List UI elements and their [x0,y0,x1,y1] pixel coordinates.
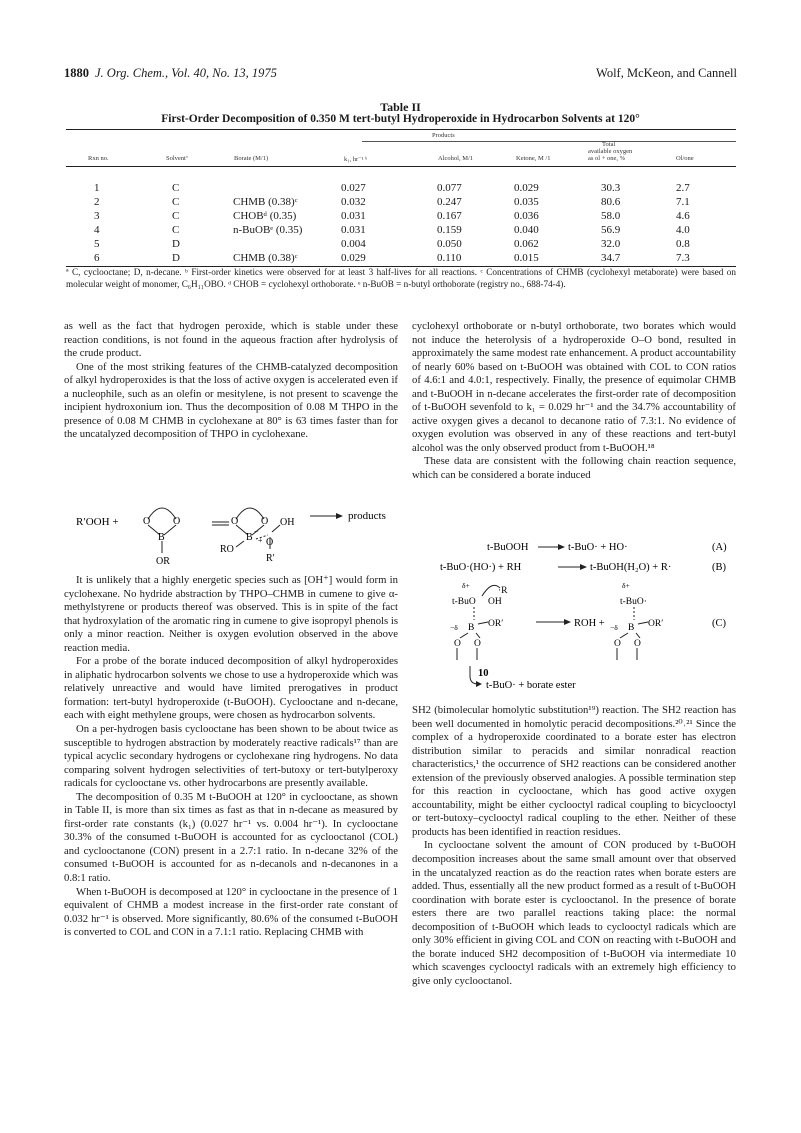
left-col-bottom [64,574,398,940]
atom-label: R′ [266,553,275,564]
paragraph: SH2 (bimolecular homolytic substitution¹⁹) reaction. The SH2 reaction has been well documented in homolytic peracid decompositions.²⁰˒²¹ Since the complex of a hydroperoxide coordinated to a borate ester has electron distribution similar to peracids and similar nonradical reaction characteristics,¹ the occurrence of SH2 reactions can be considered another extension of the previously observed analogies. A possible termination step for this reaction in cyclooctane, which has good active oxygen accountability, might be either cyclooctyl radical coupling to bicyclooctyl or tert-butoxy–cyclooctyl radical coupling to the ether. Neither of these products has been identified in reaction residues. [412,704,736,838]
cell-borate: CHMB (0.38)ᶜ [233,196,298,208]
paragraph: It is unlikely that a highly energetic species such as [OH⁺] would form in cyclohexane. No hydride abstraction by THPO–CHMB in cumene to give α-methylstyrene or products thereof was observed. This is in spite of the fact that hydroxylation of the aromatic ring in cumene to give isopropyl phenols is only a minor reaction. Neither is oxygen evolution observed in the above reaction media. [64,574,398,654]
atom-label: O [231,516,239,527]
eq-b-label: (B) [712,562,726,573]
paragraph: These data are consistent with the following chain reaction sequence, which can be considered a borate induced [412,455,736,482]
cell-ratio: 4.6 [676,210,690,222]
th-ratio: Ol/one [676,155,694,162]
cell-k1: 0.032 [341,196,366,208]
cell-ratio: 7.1 [676,196,690,208]
paragraph: For a probe of the borate induced decomposition of alkyl hydroperoxides in aliphatic hydrocarbon solvents we chose to use a hydroperoxide which was relatively unreactive and would have limited prerogatives in product formation: tert-butyl hydroperoxide (t-BuOOH). Cyclooctane and n-decane, each with eight methylene groups, were chosen as hydrocarbon solvents. [64,655,398,722]
cell-rxn: 5 [94,238,100,250]
eq-a-right: t-BuO· + HO· [568,542,628,553]
atom-label: ·R [498,586,508,596]
th-total-3: as ol + one, % [588,155,626,162]
bond [460,633,468,638]
header-authors: Wolf, McKeon, and Cannell [596,66,737,80]
eq-a-left: t-BuOOH [487,542,529,553]
cell-ketone: 0.062 [514,238,539,250]
partial-charge: −δ [450,623,458,632]
cell-ketone: 0.035 [514,196,539,208]
cell-alcohol: 0.077 [437,182,462,194]
paragraph: When t-BuOOH is decomposed at 120° in cyclooctane in the presence of 1 equivalent of CHMB a modest increase in the first-order rate constant of 0.032 hr⁻¹ is observed. More significantly, 80.6% of the consumed t-BuOOH is converted to COL and CON in a 7.1:1 ratio. Replacing CHMB with [64,885,398,939]
cell-solvent: D [172,252,180,264]
table-header-rule [66,166,736,167]
chain-reaction-scheme [412,538,736,720]
arrowhead [476,681,482,687]
borate-complex-scheme [64,497,398,567]
cell-total: 30.3 [601,182,621,194]
cell-alcohol: 0.110 [437,252,462,264]
arrowhead [558,544,565,550]
bond [272,525,280,532]
cell-ketone: 0.029 [514,182,539,194]
atom-label: B [628,623,635,633]
atom-label: O [173,516,181,527]
atom-label: O [474,639,481,649]
cell-rxn: 6 [94,252,100,264]
cell-rxn: 3 [94,210,100,222]
cell-k1: 0.027 [341,182,366,194]
table-title: First-Order Decomposition of 0.350 M tert-butyl Hydroperoxide in Hydrocarbon Solvents at 120° [161,113,640,125]
th-total-2: available oxygen [588,148,633,155]
th-solvent: Solventª [166,155,188,162]
bond [476,633,480,638]
bond [636,633,640,638]
table-group-header: Products [432,132,455,139]
cell-ketone: 0.036 [514,210,539,222]
paragraph: On a per-hydrogen basis cyclooctane has been shown to be about twice as susceptible to hydrogen abstraction by moderately reactive radicals¹⁷ than are typical acyclic secondary hydrogens or cyclohexane ring hydrogens. No data comparing solvent hydrogen selectivities of tert-butoxy or tert-butylperoxy radicals for cyclooctane vs. other hydrocarbons are presently available. [64,723,398,790]
cell-ratio: 4.0 [676,224,690,236]
cell-solvent: C [172,210,180,222]
curved-arrow [470,666,478,684]
paragraph: cyclohexyl orthoborate or n-butyl orthoborate, two borates which would not induce the heterolysis of a hydroperoxide O–O bond, resulted in approximately the same modest rate enhancement. A product accountability of nearly 60% based on t-BuOOH was obtained with COL to CON ratios of 4.6:1 and 4.0:1, respectively. Finally, the presence of equimolar CHMB and t-BuOOH in n-decane accelerates the first-order rate of decomposition of t-BuOOH sevenfold to k₁ = 0.029 hr⁻¹ and the 34.7% accountability of active oxygen gives a decanol to decanone ratio of 7.3:1. No evidence of oxygen evolution was observed in any of these reactions and tert-butyl alcohol was the only observed product from t-BuOOH.¹⁸ [412,320,736,454]
cell-alcohol: 0.050 [437,238,462,250]
cell-ratio: 2.7 [676,182,690,194]
cell-borate: CHMB (0.38)ᶜ [233,252,298,264]
atom-label: OR′ [648,619,664,629]
bond [620,633,628,638]
scheme-reactant: R′OOH + [76,516,119,528]
eq-a-label: (A) [712,542,727,553]
eq-c-middle: ROH + [574,618,605,629]
eq-10-product: t-BuO· + borate ester [486,680,576,691]
atom-label: O [143,516,151,527]
header-left [64,66,277,81]
ring-arc [148,508,176,519]
atom-label: OR′ [488,619,504,629]
th-rxn: Rxn no. [88,155,109,162]
eq-b-right: t-BuOH(H₂O) + R· [590,562,672,573]
th-k1: k₁, hr⁻¹ ᵇ [344,156,368,163]
charge-label: + [258,536,263,545]
table-label: Table II [380,100,421,114]
running-header [64,66,737,84]
cell-alcohol: 0.159 [437,224,462,236]
cell-total: 80.6 [601,196,621,208]
cell-k1: 0.031 [341,224,366,236]
cell-rxn: 1 [94,182,100,194]
th-borate: Borate (M/1) [234,155,269,162]
atom-label: B [158,532,165,543]
atom-label: O [634,639,641,649]
arrowhead [580,564,587,570]
atom-label: OR [156,556,170,567]
th-total-1: Total [602,141,616,148]
th-alcohol: Alcohol, M/1 [438,155,474,162]
eq-b-left: t-BuO·(HO·) + RH [440,562,522,573]
atom-label: OH [488,597,502,607]
paragraph: In cyclooctane solvent the amount of CON produced by t-BuOOH decomposition increases about the same small amount over that observed in the uncatalyzed reaction as do the reaction rates when borate esters are added. Thus, essentially all the new product formed as a result of t-BuOOH coordination with borate ester is cyclooctanol. In the presence of borate esters there are two parallel reactions taking place: the normal decomposition of t-BuOOH which leads to cyclooctyl radicals which are only 30% efficient in giving COL and CON on reacting with t-BuOOH and the borate induced SH2 decomposition of t-BuOOH via intermediate 10 which scavenges cyclooctyl radicals with an extremely high efficiency to give only cyclooctanol. [412,839,736,987]
th-ketone: Ketone, M /1 [516,155,551,162]
cell-total: 58.0 [601,210,621,222]
cell-ketone: 0.015 [514,252,539,264]
cell-solvent: C [172,182,180,194]
partial-charge: −δ [610,623,618,632]
eq-c-label: (C) [712,618,726,629]
atom-label: OH [280,517,295,528]
cell-rxn: 2 [94,196,100,208]
cell-borate: CHOBᵈ (0.35) [233,210,297,222]
atom-label: O [614,639,621,649]
cell-ratio: 7.3 [676,252,690,264]
atom-label: O [454,639,461,649]
partial-charge: δ+ [462,581,470,590]
journal-citation: J. Org. Chem., Vol. 40, No. 13, 1975 [95,66,277,80]
cell-total: 34.7 [601,252,621,264]
atom-label: t-BuO [452,597,476,607]
atom-label: B [468,623,475,633]
cell-total: 56.9 [601,224,621,236]
compound-number: 10 [478,668,489,679]
cell-alcohol: 0.247 [437,196,462,208]
left-col-top [64,320,398,442]
cell-borate: n-BuOBᵉ (0.35) [233,224,303,236]
cell-k1: 0.029 [341,252,366,264]
table-top-rule [66,129,736,130]
atom-label: O [266,537,274,548]
table-footnote: ª C, cyclooctane; D, n-decane. ᵇ First-order kinetics were observed for at least 3 half-lives for all reactions. ᶜ Concentrations of CHMB (cyclohexyl metaborate) were based on molecular weight of monomer, C₆H₁₁OBO. ᵈ CHOB = cyclohexyl orthoborate. ᵉ n-BuOB = n-butyl orthoborate (registry no., 688-74-4). [66,267,736,289]
bond [236,541,244,547]
atom-label: O [261,516,269,527]
atom-label: B [246,532,253,543]
bond [638,622,648,624]
paragraph: as well as the fact that hydrogen peroxide, which is stable under these reaction conditions, is not found in the aqueous fraction after hydrolysis of the crude product. [64,320,398,360]
charge-label: − [254,527,259,536]
partial-charge: δ+ [622,581,630,590]
ring-arc [236,508,264,519]
bond [478,622,488,624]
cell-solvent: C [172,196,180,208]
cell-rxn: 4 [94,224,100,236]
cell-ratio: 0.8 [676,238,690,250]
atom-label: RO [220,544,234,555]
cell-alcohol: 0.167 [437,210,462,222]
paragraph: One of the most striking features of the CHMB-catalyzed decomposition of alkyl hydroperoxides is that the loss of active oxygen is accelerated even if a nucleophile, such as an olefin or mesitylene, is not present to scavenge the incipient hydroxonium ion. Thus the decomposition of 0.08 M THPO in the presence of 0.08 M CHMB in cyclohexane at 80° is 63 times faster than for the uncatalyzed decomposition of THPO in cyclohexane. [64,360,398,441]
cell-total: 32.0 [601,238,621,250]
right-col-bottom [412,704,736,988]
cell-k1: 0.004 [341,238,366,250]
atom-label: t-BuO· [620,597,647,607]
paragraph: The decomposition of 0.35 M t-BuOOH at 120° in cyclooctane, as shown in Table II, is more than six times as fast as that in n-decane as measured by first-order rate constants (k₁) (0.027 hr⁻¹ vs. 0.004 hr⁻¹). In cyclooctane 30.3% of the consumed t-BuOOH is accounted for as cyclooctanol (COL) and cyclooctanone (CON) present in a 2.7:1 ratio. In n-decane 32% of the consumed t-BuOOH is accounted for as n-decanols and n-decanones in a 0.8:1 ratio. [64,790,398,885]
scheme-products: products [348,510,386,522]
cell-k1: 0.031 [341,210,366,222]
right-col-top [412,320,736,483]
page-number: 1880 [64,66,89,80]
arrowhead [336,513,343,519]
cell-ketone: 0.040 [514,224,539,236]
arrowhead [564,619,571,625]
cell-solvent: C [172,224,180,236]
cell-solvent: D [172,238,180,250]
table-group-rule [362,141,736,142]
